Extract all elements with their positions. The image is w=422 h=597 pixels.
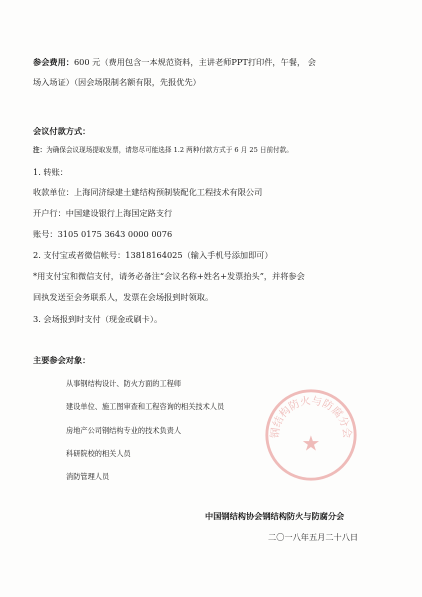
transfer-title: 1. 转账： [33, 167, 68, 177]
fee-line-2: 场入场证）（因会场限制名额有限，先报优先） [33, 77, 201, 87]
signature-date: 二〇一八年五月二十八日 [268, 532, 359, 542]
audience-item: 从事钢结构设计、防火方面的工程师 [66, 379, 182, 388]
note-label: 注： [33, 146, 47, 154]
signature-org: 中国钢结构协会钢结构防火与防腐分会 [205, 511, 345, 521]
audience-item: 消防管理人员 [66, 472, 110, 481]
audience-title: 主要参会对象： [33, 355, 91, 365]
bank-line: 开户行：中国建设银行上海国定路支行 [33, 208, 173, 218]
audience-item: 建设单位、施工图审查和工程咨询的相关技术人员 [66, 402, 225, 411]
onsite-pay-line: 3. 会场报到时支付（现金或刷卡）。 [33, 314, 163, 324]
payee-line: 收款单位：上海同济绿建土建结构预制装配化工程技术有限公司 [33, 187, 263, 197]
alipay-note-2: 回执发送至会务联系人，发票在会场报到时领取。 [33, 292, 214, 302]
audience-item: 科研院校的相关人员 [66, 449, 131, 458]
fee-line-1 [33, 58, 316, 66]
alipay-note-1: *用支付宝和微信支付，请务必备注“会议名称+姓名+发票抬头”，并将参会 [33, 271, 305, 281]
note-text: 为确保会议现场提取发票，请您尽可能选择 1.2 两种付款方式于 6 月 25 日前付款。 [46, 146, 293, 154]
audience-item: 房地产公司钢结构专业的技术负责人 [66, 426, 182, 435]
payment-note [33, 147, 293, 154]
official-seal [263, 387, 359, 483]
alipay-line: 2. 支付宝或者微信帐号：13818164025（输入手机号添加即可） [33, 250, 273, 260]
account-line: 账号：3105 0175 3643 0000 0076 [33, 229, 173, 239]
seal-star: ★ [301, 430, 321, 456]
fee-text-1: 600 元（费用包含一本规范资料，主讲老师PPT打印件，午餐， 会 [73, 57, 316, 67]
seal-text: 钢结构防火与防腐分会 [269, 394, 353, 439]
fee-label: 参会费用： [33, 57, 74, 67]
payment-title: 会议付款方式： [33, 126, 91, 136]
